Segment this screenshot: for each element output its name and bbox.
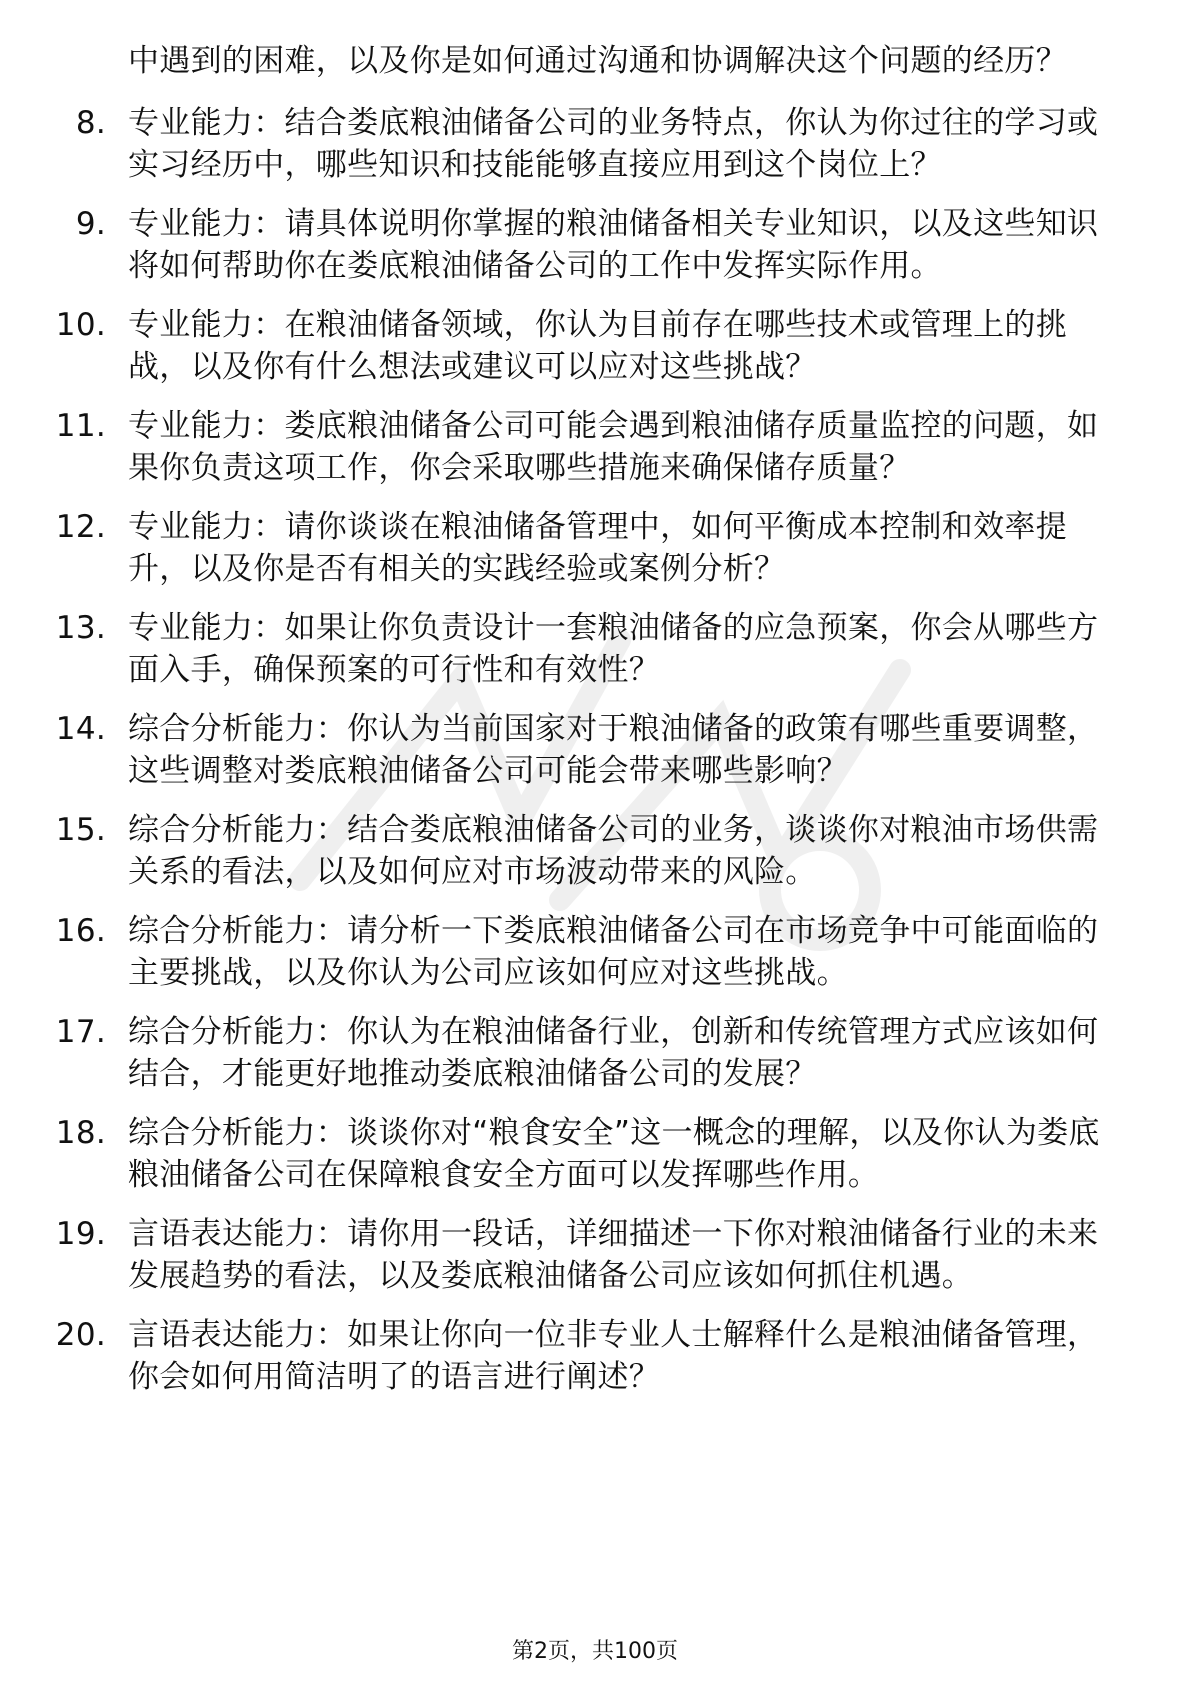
question-item [0, 1011, 1190, 1095]
question-item [0, 304, 1190, 388]
question-number: 10. [55, 307, 106, 343]
question-text: 综合分析能力：结合娄底粮油储备公司的业务，谈谈你对粮油市场供需关系的看法，以及如何应对市场波动带来的风险。 [128, 812, 1099, 890]
question-item [0, 405, 1190, 489]
question-text: 专业能力：在粮油储备领域，你认为目前存在哪些技术或管理上的挑战，以及你有什么想法或建议可以应对这些挑战？ [128, 307, 1067, 385]
question-item [0, 1112, 1190, 1196]
question-item [0, 809, 1190, 893]
question-list [0, 40, 1190, 1415]
question-item [0, 203, 1190, 287]
question-item [0, 607, 1190, 691]
page-footer [0, 1634, 1190, 1665]
question-item [0, 1314, 1190, 1398]
question-text: 专业能力：如果让你负责设计一套粮油储备的应急预案，你会从哪些方面入手，确保预案的可行性和有效性？ [128, 610, 1099, 688]
question-number: 17. [55, 1014, 106, 1050]
continuation-text: 中遇到的困难，以及你是如何通过沟通和协调解决这个问题的经历？ [128, 43, 1067, 79]
question-number: 19. [55, 1216, 106, 1252]
question-text: 言语表达能力：如果让你向一位非专业人士解释什么是粮油储备管理，你会如何用简洁明了的语言进行阐述？ [128, 1317, 1099, 1395]
question-text: 综合分析能力：你认为在粮油储备行业，创新和传统管理方式应该如何结合，才能更好地推动娄底粮油储备公司的发展？ [128, 1014, 1099, 1092]
question-item [0, 506, 1190, 590]
question-text: 专业能力：娄底粮油储备公司可能会遇到粮油储存质量监控的问题，如果你负责这项工作，你会采取哪些措施来确保储存质量？ [128, 408, 1099, 486]
question-number: 11. [55, 408, 106, 444]
question-number: 9. [75, 206, 106, 242]
question-text: 综合分析能力：谈谈你对“粮食安全”这一概念的理解，以及你认为娄底粮油储备公司在保障粮食安全方面可以发挥哪些作用。 [128, 1115, 1100, 1193]
question-text: 言语表达能力：请你用一段话，详细描述一下你对粮油储备行业的未来发展趋势的看法，以及娄底粮油储备公司应该如何抓住机遇。 [128, 1216, 1099, 1294]
question-item [0, 102, 1190, 186]
question-item [0, 708, 1190, 792]
continuation-paragraph [0, 40, 1190, 82]
question-number: 15. [55, 812, 106, 848]
question-number: 14. [55, 711, 106, 747]
question-number: 18. [55, 1115, 106, 1151]
question-number: 20. [55, 1317, 106, 1353]
page-number-label: 第2页，共100页 [512, 1639, 678, 1664]
question-text: 综合分析能力：你认为当前国家对于粮油储备的政策有哪些重要调整，这些调整对娄底粮油储备公司可能会带来哪些影响？ [128, 711, 1099, 789]
question-item [0, 1213, 1190, 1297]
question-number: 12. [55, 509, 106, 545]
question-text: 专业能力：请你谈谈在粮油储备管理中，如何平衡成本控制和效率提升，以及你是否有相关的实践经验或案例分析？ [128, 509, 1067, 587]
question-number: 13. [55, 610, 106, 646]
question-text: 综合分析能力：请分析一下娄底粮油储备公司在市场竞争中可能面临的主要挑战，以及你认为公司应该如何应对这些挑战。 [128, 913, 1099, 991]
question-text: 专业能力：请具体说明你掌握的粮油储备相关专业知识，以及这些知识将如何帮助你在娄底粮油储备公司的工作中发挥实际作用。 [128, 206, 1099, 284]
question-number: 8. [75, 105, 106, 141]
question-item [0, 910, 1190, 994]
question-number: 16. [55, 913, 106, 949]
question-text: 专业能力：结合娄底粮油储备公司的业务特点，你认为你过往的学习或实习经历中，哪些知识和技能能够直接应用到这个岗位上？ [128, 105, 1099, 183]
